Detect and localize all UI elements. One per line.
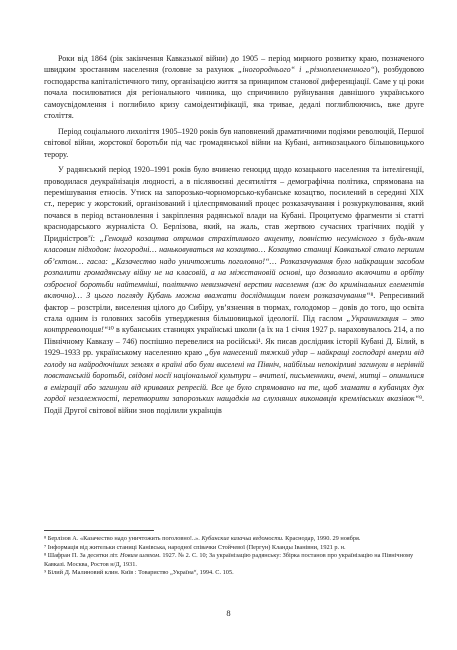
text-run: 1927. № 2. С. 10; За українізацію радянську: Збірка постанов про українізацію на Північному Кавказі. Москва, Ростов н/Д, 1931. <box>44 552 414 568</box>
paragraph <box>44 164 424 416</box>
italic-text-run: „Украинизация – это контрреволюция!“ <box>44 313 424 335</box>
footnote <box>44 552 424 569</box>
text-run: ), розбудовою господарства капіталістичного типу, організацією життя за принципом станової диференціації. Саме у ці роки почала посилюватися дія регіонального чинника, що спричинило руйнування давнішого українського самоусвідомлення і поглибило кризу самоідентифікації, яка тривае, дедалі поглиблюючись, вже друге століття. <box>44 65 424 121</box>
footnote-separator <box>44 530 154 531</box>
text-run: ⁷ Інформація від жительки станиці Канівська, народної співачки Стойчевої (Пергун) Кланды Іванівни, 1921 р. н. <box>44 543 346 551</box>
italic-text-run: „був нанесений тяжкий удар – найкращі господарі вмерли від голоду на найродючіших землях в країні або були виселені на Північ, найбільш непокірливі загинули в нерівній повстанській боротьбі, свідомі носії національної культури – вчителі, письменники, вчені, митці – опинилися в еміграції або загинули від кривавих репресій. Все це було спрямовано на те, щоб зламати в кубанцях дух гордої незалежності, перетворити запорозьких нащадків на слухняних виконавців кремлівських вказівок“ <box>44 348 424 404</box>
footnote <box>44 535 424 544</box>
main-text-block <box>44 53 424 416</box>
text-run: Період соціального лихоліття 1905–1920 років був наповнений драматичними подіями революцій, Першої світової війни, жорстокої боротьби під час громадянської війни на Кубані, антикозацького більшовицького терору. <box>44 126 424 159</box>
footnote <box>44 544 424 553</box>
text-run: ¹⁰ в кубанських станицях українські школи (а їх на 1 січня 1927 р. нараховувалось 214, а по Північному Кавказу – 746) поспішно перевелися на російські¹. Як писав дослідник історії Кубані Д. Білий, в 1929–1933 рр. українському населенню краю <box>44 325 424 358</box>
italic-text-run: Новим шляхом. <box>120 552 161 560</box>
paragraph <box>44 126 424 160</box>
footnote <box>44 569 424 578</box>
text-run: ⁹. Події Другої світової війни знов поділили українців <box>44 394 424 415</box>
text-run: ⁹ Білий Д. Малиновий клин. Київ : Товариство „Україна“, 1994. С. 105. <box>44 569 234 577</box>
footnotes-block <box>44 535 424 578</box>
text-run: ⁸ Шафран П. За десятки літ. <box>44 552 121 560</box>
page-number: 8 <box>226 608 231 618</box>
italic-text-run: Кубанские казачьи ведомости. <box>201 535 284 542</box>
text-run: У радянський період 1920–1991 років було вчинено геноцид щодо козацького населення та інтелігенції, проводилася деукраїнізація людності, а в післявоєнні десятиліття – демографічна політика, спрямована на перемішування етносів. Утиск на запорозько-чорноморсько-кубанське козацтво, посилений в середині ХІХ ст., перерис у жорстокий, організований і цілеспрямований процес розказачування і розкуркулювання, який почався в період встановлення і закріплення радянської влади на Кубані. Процитуємо фрагменти зі статті краснодарського журналіста О. Берлізова, який, на жаль, став жертвою сучасних трагічних подій у Придністров’ї: <box>44 165 424 243</box>
italic-text-run: „іногороднього“ і „різнопленменного“ <box>237 65 375 75</box>
text-run: Роки від 1864 (рік закінчення Кавказької війни) до 1905 – період мирного розвитку краю, позначеного швидким зростанням населення (головне за рахунок <box>44 54 424 75</box>
italic-text-run: „Геноцид козацтва отримав страхітливого акценту, повністю несумісного з будь-яким класовим підходом: іногородні… наньковуваться на козацтво… Козацтво станиці Кавказької стало першим об’єктом… гасла: „Казачество надо уничтожить поголовно!“… Розказачування було найкращим засобом розпалити громадянську війну не на класовій, а на міжстановій основі, що дозволило включити в орбіту озброєної боротьби найтемніші, політично невизначені верстви населення (аж до кримінальних елементів включно)… З цього погляду Кубань можна вважати досліднищим полем розказачування“ <box>44 233 424 301</box>
text-run: ⁸. Репресивний фактор – розстріли, виселення цілого до Сибіру, ув’язнення в тюрмах, голодомор – довів до того, що освіта стала одним із головних засобів утвердження більшовицької ідеології. Під гаслом <box>44 291 425 323</box>
text-run: ⁸ Берлізов А. «Казачество надо уничтожить поголовно!..». <box>44 535 202 542</box>
paragraph <box>44 53 424 122</box>
text-run: Краснодар, 1990. 29 ноября. <box>283 535 361 542</box>
